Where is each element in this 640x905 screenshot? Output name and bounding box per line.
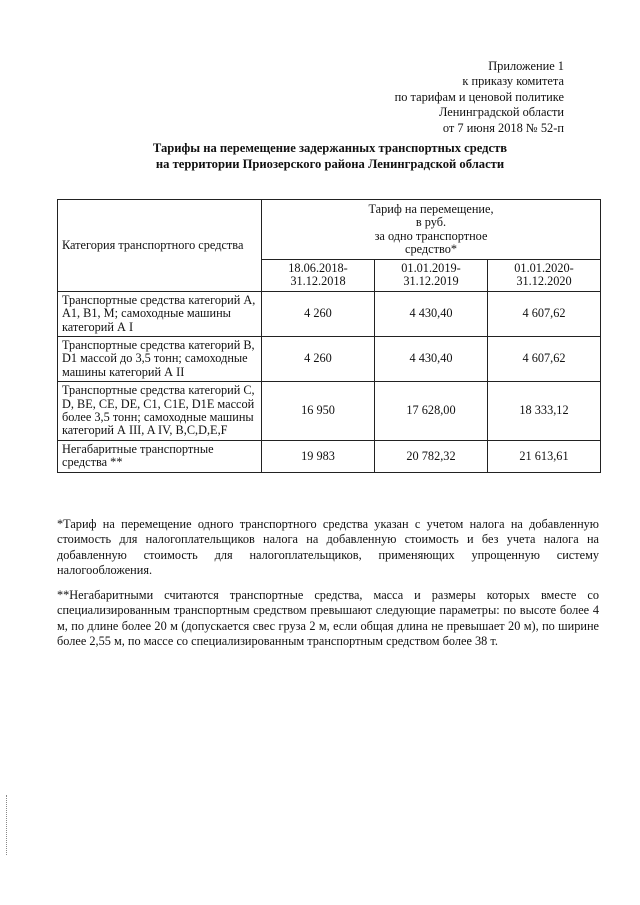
appendix-line: Ленинградской области: [438, 105, 564, 120]
category-column-header: Категория транспортного средства: [58, 200, 262, 292]
value-cell: 20 782,32: [375, 440, 488, 472]
category-cell: Негабаритные транспортные средства **: [58, 440, 262, 472]
value-cell: 18 333,12: [488, 382, 601, 441]
footnote-vat: *Тариф на перемещение одного транспортного средства указан с учетом налога на добавленную стоимость для налогоплательщиков налога на добавленную стоимость и без учета налога на добавленную стоимость для налогоплательщиков, применяющих упрощенную систему налогообложения.: [57, 517, 599, 578]
value-cell: 19 983: [262, 440, 375, 472]
title-line-2: на территории Приозерского района Ленинградской области: [155, 156, 505, 171]
period-header: 01.01.2020- 31.12.2020: [488, 260, 601, 292]
period-header: 01.01.2019- 31.12.2019: [375, 260, 488, 292]
footnote-oversized: **Негабаритными считаются транспортные средства, масса и размеры которых вместе со специализированным транспортным средством превышают следующие параметры: по высоте более 4 м, по длине более 20 м (допускается свес груза 2 м, если общая длина не превышает 20 м), по ширине более 2,55 м, по массе со специализированным транспортным средством более 38 т.: [57, 588, 599, 649]
value-cell: 16 950: [262, 382, 375, 441]
value-cell: 4 430,40: [375, 337, 488, 382]
appendix-line: к приказу комитета: [462, 74, 564, 89]
value-cell: 4 607,62: [488, 337, 601, 382]
value-cell: 21 613,61: [488, 440, 601, 472]
table-row: [58, 440, 601, 472]
title-line-1: Тарифы на перемещение задержанных транспортных средств: [152, 141, 508, 155]
table-row: [58, 382, 601, 441]
category-cell: Транспортные средства категорий А, А1, В1, М; самоходные машины категорий А I: [58, 291, 262, 336]
appendix-block: [395, 59, 564, 136]
value-cell: 4 607,62: [488, 291, 601, 336]
period-header: 18.06.2018- 31.12.2018: [262, 260, 375, 292]
table-row: [58, 337, 601, 382]
tariff-table: [57, 199, 601, 473]
appendix-line: Приложение 1: [488, 59, 564, 73]
category-cell: Транспортные средства категорий В, D1 массой до 3,5 тонн; самоходные машины категорий А II: [58, 337, 262, 382]
category-cell: Транспортные средства категорий С, D, BE, CE, DE, C1, C1E, D1E массой более 3,5 тонн; самоходные машины категорий А III, A IV, B,C,D,E,F: [58, 382, 262, 441]
appendix-line: по тарифам и ценовой политике: [394, 89, 564, 104]
scan-edge-mark: [6, 795, 8, 855]
tariff-column-header: Тариф на перемещение, в руб. за одно транспортное средство*: [262, 200, 601, 260]
document-title: [40, 141, 620, 172]
value-cell: 17 628,00: [375, 382, 488, 441]
value-cell: 4 260: [262, 337, 375, 382]
appendix-line: от 7 июня 2018 № 52-п: [442, 120, 564, 135]
value-cell: 4 260: [262, 291, 375, 336]
value-cell: 4 430,40: [375, 291, 488, 336]
table-header-row: [58, 200, 601, 260]
table-row: [58, 291, 601, 336]
